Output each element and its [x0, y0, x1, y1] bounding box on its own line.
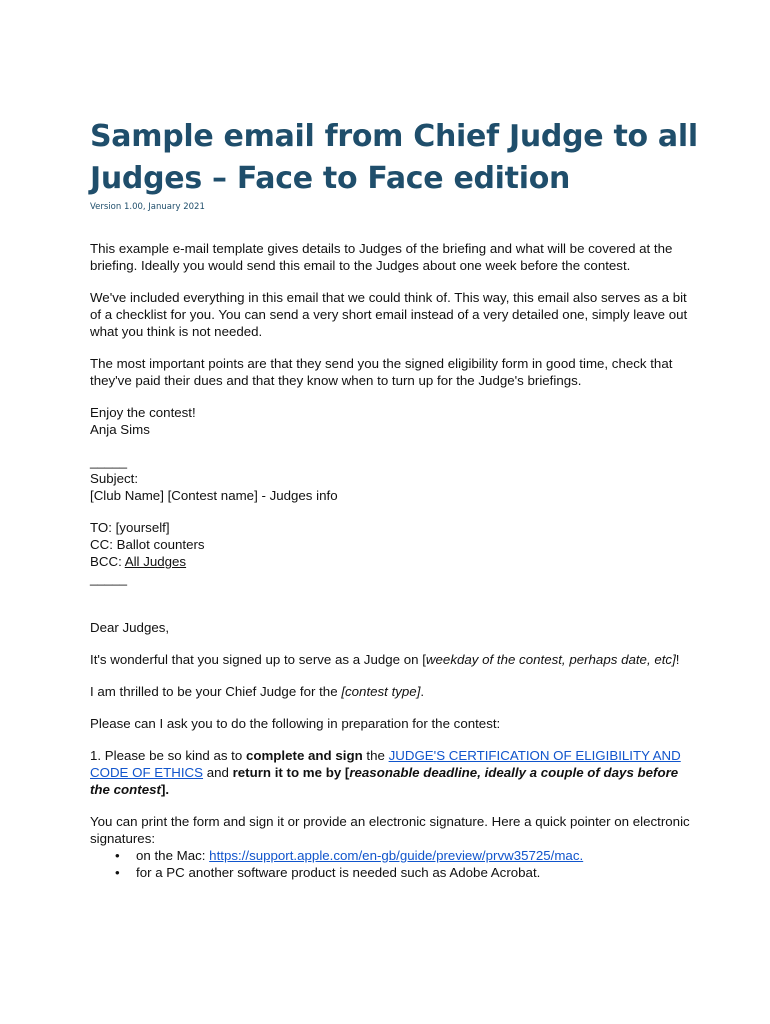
cc-line: CC: Ballot counters [90, 537, 205, 552]
signoff-name: Anja Sims [90, 422, 150, 437]
title-line-1: Sample email from Chief Judge to all [90, 119, 698, 154]
document-body [90, 240, 690, 881]
item-1 [90, 747, 690, 798]
list-item [136, 847, 690, 864]
separator: _____ [90, 571, 127, 586]
text-run: It's wonderful that you signed up to serve as a Judge on [ [90, 652, 426, 667]
paragraph-wonderful [90, 651, 690, 668]
placeholder-text: [contest type] [341, 684, 421, 699]
recipients-block [90, 519, 690, 587]
bold-text: complete and sign [245, 748, 363, 763]
paragraph-please: Please can I ask you to do the following in preparation for the contest: [90, 716, 501, 731]
bcc-label: BCC: [90, 554, 125, 569]
intro-paragraph-1: This example e-mail template gives details to Judges of the briefing and what will be covered at the briefing. Ideally you would send this email to the Judges about one week before the contest. [90, 241, 673, 273]
document-title [90, 116, 730, 200]
list-item: • for a PC another software product is needed such as Adobe Acrobat. [136, 864, 690, 881]
title-line-2: Judges – Face to Face edition [90, 161, 571, 196]
intro-paragraph-2: We've included everything in this email that we could think of. This way, this email also serves as a bit of a checklist for you. You can send a very short email instead of a very detailed one, simply leave out what you think is not needed. [90, 290, 688, 339]
bold-text: ]. [160, 782, 170, 797]
to-line: TO: [yourself] [90, 520, 170, 535]
text-run: and [203, 765, 233, 780]
bcc-value: All Judges [124, 554, 187, 569]
version-label: Version 1.00, January 2021 [90, 202, 205, 212]
text-run: I am thrilled to be your Chief Judge for the [90, 684, 342, 699]
greeting: Dear Judges, [90, 620, 170, 635]
signature-list [90, 847, 690, 881]
list-item-label: on the Mac: [136, 848, 210, 863]
judge-certification-link[interactable]: JUDGE'S CERTIFICATION OF ELIGIBILITY AND CODE OF ETHICS [90, 748, 681, 780]
text-run: 1. Please be so kind as to [90, 748, 246, 763]
text-run: . [420, 684, 425, 699]
subject-value: [Club Name] [Contest name] - Judges info [90, 488, 338, 503]
subject-label: Subject: [90, 471, 139, 486]
signoff [90, 404, 690, 438]
separator: _____ [90, 454, 127, 469]
paragraph-print: You can print the form and sign it or provide an electronic signature. Here a quick pointer on electronic signatures: [90, 814, 690, 846]
deadline-placeholder: reasonable deadline, ideally a couple of days before the contest [90, 765, 679, 797]
text-run: the [362, 748, 389, 763]
email-header-block [90, 453, 690, 504]
signoff-line: Enjoy the contest! [90, 405, 196, 420]
placeholder-text: weekday of the contest, perhaps date, etc] [425, 652, 676, 667]
apple-support-link[interactable]: https://support.apple.com/en-gb/guide/preview/prvw35725/mac. [209, 848, 584, 863]
paragraph-thrilled [90, 683, 690, 700]
bold-text: return it to me by [ [232, 765, 350, 780]
text-run: ! [675, 652, 680, 667]
intro-paragraph-3: The most important points are that they send you the signed eligibility form in good time, check that they've paid their dues and that they know when to turn up for the Judge's briefings. [90, 356, 673, 388]
